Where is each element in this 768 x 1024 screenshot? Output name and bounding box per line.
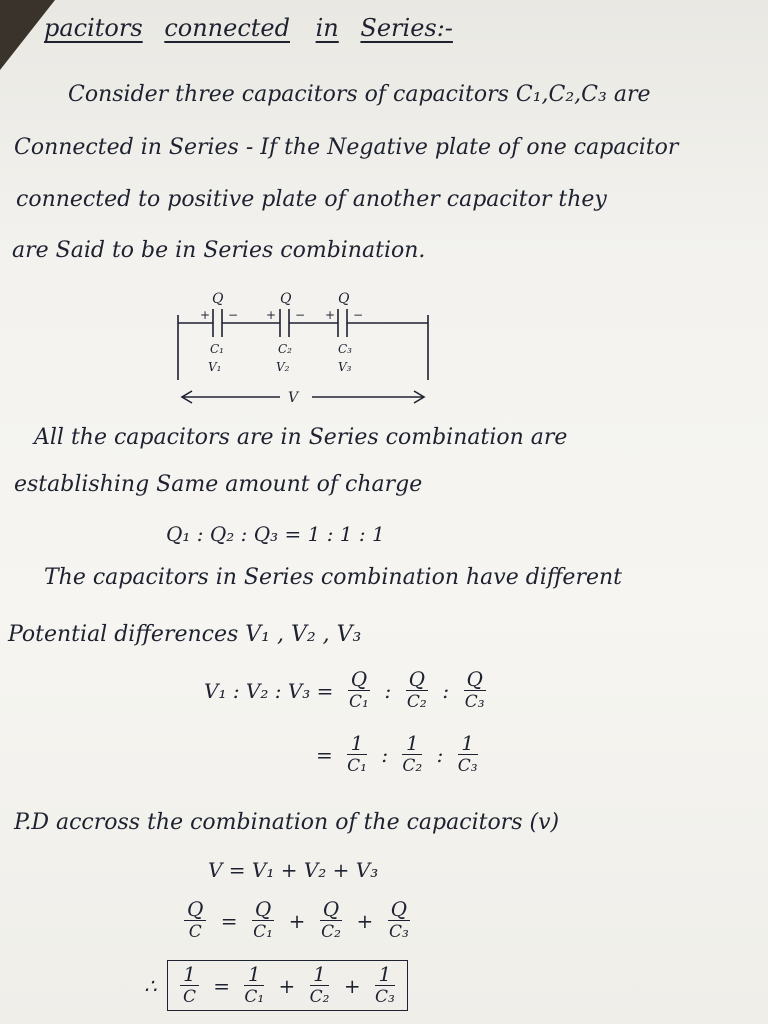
paragraph1-line-1: Consider three capacitors of capacitors C₁,C₂,C₃ are [68,82,651,107]
c2-charge-label: Q [280,291,292,307]
heading-part-4: Series:- [360,14,453,42]
denominator: C₂ [402,756,423,776]
denominator: C₂ [309,987,330,1007]
fraction-1-c3 [375,963,395,1008]
c1-minus-sign: − [228,308,239,322]
paragraph3-line-1: The capacitors in Series combination have different [44,565,622,590]
paragraph1-line-4: are Said to be in Series combination. [12,238,426,263]
heading-part-3: in [315,14,339,42]
denominator: C₁ [349,692,369,712]
plus-sign: + [356,908,374,933]
v3-label: V₃ [338,360,352,374]
voltage-ratio-equation [200,668,490,713]
denominator: C₃ [374,987,395,1007]
paragraph2-line-1: All the capacitors are in Series combination are [34,425,568,450]
denominator: C [188,922,202,942]
fraction-q-c1 [348,668,370,713]
numerator: Q [320,898,342,921]
c1-label: C₁ [210,342,224,356]
inverse-ratio-equation [312,732,482,777]
numerator: Q [348,668,370,691]
c1-charge-label: Q [212,291,224,307]
c3-label: C₃ [338,342,352,356]
c2-minus-sign: − [295,308,306,322]
c3-charge-label: Q [338,291,350,307]
numerator: 1 [244,963,264,986]
paragraph4-line: P.D accross the combination of the capacitors (v) [14,810,560,835]
fraction-1-c [180,963,199,1008]
numerator: 1 [310,963,330,986]
heading-part-2: connected [164,14,290,42]
paragraph1-line-3: connected to positive plate of another capacitor they [16,187,607,212]
total-voltage-label: V [288,390,299,406]
plus-sign: + [278,973,296,998]
fraction-q-c3 [464,668,486,713]
denominator: C₁ [347,756,367,776]
denominator: C₂ [321,922,341,942]
numerator: 1 [375,963,395,986]
voltage-sum-equation: V = V₁ + V₂ + V₃ [208,858,379,882]
v1-label: V₁ [208,360,222,374]
v2-label: V₂ [276,360,290,374]
fraction-q-c3 [388,898,410,943]
fraction-q-c2 [406,668,428,713]
c1-plus-sign: + [200,308,211,322]
colon: : [384,678,392,703]
numerator: Q [184,898,206,921]
fraction-q-c2 [320,898,342,943]
numerator: Q [406,668,428,691]
paragraph2-line-2: establishing Same amount of charge [14,472,423,497]
charge-capacitance-equation [180,898,414,943]
denominator: C₃ [388,922,409,942]
therefore-sign: ∴ [144,973,157,998]
plus-sign: + [343,973,361,998]
numerator: 1 [458,732,478,755]
c3-minus-sign: − [353,308,364,322]
fraction-q-c1 [252,898,274,943]
numerator: Q [464,668,486,691]
c2-plus-sign: + [266,308,277,322]
colon: : [436,742,444,767]
series-circuit-diagram [160,285,450,410]
voltage-ratio-lhs: V₁ : V₂ : V₃ = [204,678,334,703]
fraction-1-c2 [402,732,422,777]
fraction-1-c1 [244,963,264,1008]
final-equation [140,960,408,1011]
fraction-1-c3 [458,732,478,777]
numerator: Q [388,898,410,921]
equals-sign: = [213,973,230,998]
numerator: 1 [347,732,367,755]
c3-plus-sign: + [325,308,336,322]
denominator: C₃ [464,692,485,712]
denominator: C₃ [457,756,478,776]
numerator: Q [252,898,274,921]
denominator: C [182,987,196,1007]
plus-sign: + [288,908,306,933]
page-heading [44,14,453,42]
equals-sign: = [220,908,238,933]
colon: : [381,742,389,767]
c2-label: C₂ [278,342,292,356]
paragraph1-line-2: Connected in Series - If the Negative plate of one capacitor [14,135,679,160]
final-equation-box [167,960,408,1011]
charge-ratio-equation: Q₁ : Q₂ : Q₃ = 1 : 1 : 1 [166,522,385,546]
fraction-1-c1 [347,732,367,777]
heading-part-1: pacitors [44,14,143,42]
denominator: C₁ [253,922,273,942]
colon: : [442,678,450,703]
fraction-1-c2 [310,963,330,1008]
fraction-q-c [184,898,206,943]
numerator: 1 [402,732,422,755]
paragraph3-line-2: Potential differences V₁ , V₂ , V₃ [8,622,362,647]
denominator: C₁ [244,987,265,1007]
denominator: C₂ [406,692,427,712]
numerator: 1 [180,963,199,986]
equals-sign: = [316,742,333,767]
